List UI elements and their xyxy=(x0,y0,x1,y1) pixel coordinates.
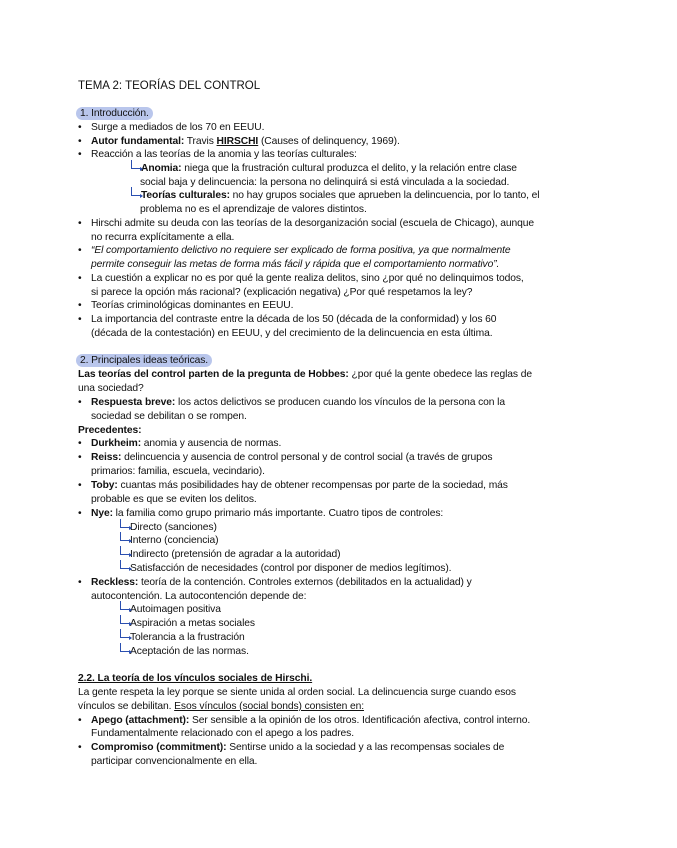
intro-bullet-8 xyxy=(78,313,496,327)
section-2-2-heading: 2.2. La teoría de los vínculos sociales de Hirschi. xyxy=(78,673,313,684)
sub-item-culturales xyxy=(131,189,539,203)
sec22-paragraph-line2-pre: vínculos se debilitan. xyxy=(78,701,175,712)
intro-bullet-5-line2: permite conseguir las metas de forma más fácil y rápida que el comportamiento normativo”. xyxy=(91,259,500,270)
bullet-icon: • xyxy=(78,715,82,726)
section-1-heading-text: 1. Introducción. xyxy=(76,107,153,120)
respuesta-breve-label: Respuesta breve: xyxy=(91,397,176,408)
intro-bullet-2 xyxy=(78,135,400,149)
intro-bullet-7-text: Teorías criminológicas dominantes en EEUU. xyxy=(91,300,294,311)
bond-compromiso xyxy=(78,741,504,755)
intro-bullet-4 xyxy=(78,217,534,231)
culturales-text: no hay grupos sociales que aprueben la delincuencia, por lo tanto, el xyxy=(229,190,540,201)
sub-item-culturales-line2: problema no es el aprendizaje de valores distintos. xyxy=(140,204,367,215)
nye-item xyxy=(120,562,451,576)
bullet-icon: • xyxy=(78,508,82,519)
sec2-intro-line2: una sociedad? xyxy=(78,383,144,394)
precedente-durkheim xyxy=(78,437,281,451)
sec2-intro xyxy=(78,368,532,382)
compromiso-label: Compromiso (commitment): xyxy=(91,742,227,753)
precedente-reiss xyxy=(78,451,492,465)
bullet-icon: • xyxy=(78,122,82,133)
sec22-paragraph-line2-underlined: Esos vínculos (social bonds) consisten en: xyxy=(174,701,364,712)
sub-item-anomia-line2: social baja y delincuencia: la persona no delinquirá si está vinculada a la sociedad. xyxy=(140,177,510,188)
arrow-icon xyxy=(120,519,129,528)
bullet-icon: • xyxy=(78,245,82,256)
durkheim-text: anomia y ausencia de normas. xyxy=(141,438,282,449)
reiss-text: delincuencia y ausencia de control personal y de control social (a través de grupos xyxy=(121,452,493,463)
section-2-heading-text: 2. Principales ideas teóricas. xyxy=(76,354,212,367)
bullet-icon: • xyxy=(78,314,82,325)
arrow-icon xyxy=(120,643,129,652)
anomia-text: niega que la frustración cultural produzca el delito, y la relación entre clase xyxy=(181,163,517,174)
intro-bullet-6 xyxy=(78,272,524,286)
nye-item-text: Satisfacción de necesidades (control por disponer de medios legítimos). xyxy=(130,563,452,574)
sec2-intro-text: ¿por qué la gente obedece las reglas de xyxy=(348,369,532,380)
respuesta-breve-text: los actos delictivos se producen cuando los vínculos de la persona con la xyxy=(175,397,505,408)
reckless-item xyxy=(120,631,245,645)
reckless-item-text: Aspiración a metas sociales xyxy=(130,618,255,629)
bullet-icon: • xyxy=(78,149,82,160)
intro-bullet-1 xyxy=(78,121,264,135)
bullet-icon: • xyxy=(78,480,82,491)
intro-bullet-2-pre: Travis xyxy=(184,136,217,147)
precedente-reckless-line2: autocontención. La autocontención depende de: xyxy=(91,591,307,602)
bullet-icon: • xyxy=(78,452,82,463)
compromiso-text: Sentirse unido a la sociedad y a las recompensas sociales de xyxy=(226,742,505,753)
section-2-heading xyxy=(78,354,212,368)
sec2-intro-bold: Las teorías del control parten de la pregunta de Hobbes: xyxy=(78,369,349,380)
reckless-item-text: Autoimagen positiva xyxy=(130,604,221,615)
arrow-icon xyxy=(131,160,140,169)
intro-bullet-6-line2: si parece la opción más racional? (explicación negativa) ¿Por qué respetamos la ley? xyxy=(91,287,473,298)
intro-bullet-5-text: “El comportamiento delictivo no requiere ser explicado de forma positiva, ya que normalmente xyxy=(91,245,511,256)
arrow-icon xyxy=(120,615,129,624)
nye-item xyxy=(120,534,218,548)
reckless-item-text: Aceptación de las normas. xyxy=(130,646,249,657)
precedente-reiss-line2: primarios: familia, escuela, vecindario). xyxy=(91,466,265,477)
intro-bullet-3 xyxy=(78,148,357,162)
bullet-icon: • xyxy=(78,397,82,408)
bond-apego xyxy=(78,714,530,728)
apego-label: Apego (attachment): xyxy=(91,715,190,726)
respuesta-breve xyxy=(78,396,505,410)
nye-item-text: Directo (sanciones) xyxy=(130,522,217,533)
reckless-item-text: Tolerancia a la frustración xyxy=(130,632,245,643)
intro-bullet-2-post: (Causes of delinquency, 1969). xyxy=(258,136,400,147)
nye-item xyxy=(120,521,217,535)
bullet-icon: • xyxy=(78,273,82,284)
bullet-icon: • xyxy=(78,136,82,147)
bond-apego-line2: Fundamentalmente relacionado con el apego a los padres. xyxy=(91,728,354,739)
culturales-label: Teorías culturales: xyxy=(141,190,230,201)
nye-text: la familia como grupo primario más importante. Cuatro tipos de controles: xyxy=(112,508,444,519)
intro-bullet-4-line2: no recurra explícitamente a ella. xyxy=(91,232,235,243)
arrow-icon xyxy=(120,601,129,610)
reiss-label: Reiss: xyxy=(91,452,122,463)
toby-label: Toby: xyxy=(91,480,118,491)
intro-bullet-1-text: Surge a mediados de los 70 en EEUU. xyxy=(91,122,265,133)
intro-bullet-8-line2: (década de la contestación) en EEUU, y del crecimiento de la delincuencia en esta última. xyxy=(91,328,493,339)
nye-item-text: Indirecto (pretensión de agradar a la autoridad) xyxy=(130,549,341,560)
respuesta-breve-line2: sociedad se debilitan o se rompen. xyxy=(91,411,247,422)
reckless-item xyxy=(120,603,221,617)
precedente-toby-line2: probable es que se eviten los delitos. xyxy=(91,494,257,505)
bullet-icon: • xyxy=(78,300,82,311)
reckless-text: teoría de la contención. Controles externos (debilitados en la actualidad) y xyxy=(138,577,472,588)
arrow-icon xyxy=(120,546,129,555)
arrow-icon xyxy=(120,532,129,541)
intro-bullet-2-label: Autor fundamental: xyxy=(91,136,185,147)
intro-bullet-8-text: La importancia del contraste entre la década de los 50 (década de la conformidad) y los 60 xyxy=(91,314,497,325)
intro-bullet-4-text: Hirschi admite su deuda con las teorías de la desorganización social (escuela de Chicago), aunque xyxy=(91,218,535,229)
intro-bullet-5 xyxy=(78,244,510,258)
bullet-icon: • xyxy=(78,438,82,449)
intro-bullet-3-text: Reacción a las teorías de la anomia y las teorías culturales: xyxy=(91,149,357,160)
anomia-label: Anomia: xyxy=(141,163,182,174)
reckless-item xyxy=(120,617,255,631)
intro-bullet-6-text: La cuestión a explicar no es por qué la gente realiza delitos, sino ¿por qué no delinquimos todos, xyxy=(91,273,524,284)
reckless-label: Reckless: xyxy=(91,577,139,588)
sec22-paragraph-line2 xyxy=(78,700,364,714)
precedente-nye xyxy=(78,507,443,521)
nye-label: Nye: xyxy=(91,508,113,519)
toby-text: cuantas más posibilidades hay de obtener recompensas por parte de la sociedad, más xyxy=(117,480,508,491)
precedente-reckless xyxy=(78,576,472,590)
intro-bullet-7 xyxy=(78,299,293,313)
bullet-icon: • xyxy=(78,577,82,588)
sec22-paragraph: La gente respeta la ley porque se siente unida al orden social. La delincuencia surge cuando esos xyxy=(78,687,516,698)
nye-item-text: Interno (conciencia) xyxy=(130,535,219,546)
bullet-icon: • xyxy=(78,218,82,229)
section-1-heading xyxy=(78,107,153,121)
bullet-icon: • xyxy=(78,742,82,753)
document-title: TEMA 2: TEORÍAS DEL CONTROL xyxy=(78,80,261,92)
arrow-icon xyxy=(120,560,129,569)
bond-compromiso-line2: participar convencionalmente en ella. xyxy=(91,756,258,767)
precedente-toby xyxy=(78,479,508,493)
nye-item xyxy=(120,548,340,562)
author-name: HIRSCHI xyxy=(216,136,259,147)
sub-item-anomia xyxy=(131,162,517,176)
reckless-item xyxy=(120,645,249,659)
precedentes-heading: Precedentes: xyxy=(78,425,142,436)
arrow-icon xyxy=(120,629,129,638)
apego-text: Ser sensible a la opinión de los otros. Identificación afectiva, control interno. xyxy=(189,715,531,726)
durkheim-label: Durkheim: xyxy=(91,438,142,449)
arrow-icon xyxy=(131,187,140,196)
